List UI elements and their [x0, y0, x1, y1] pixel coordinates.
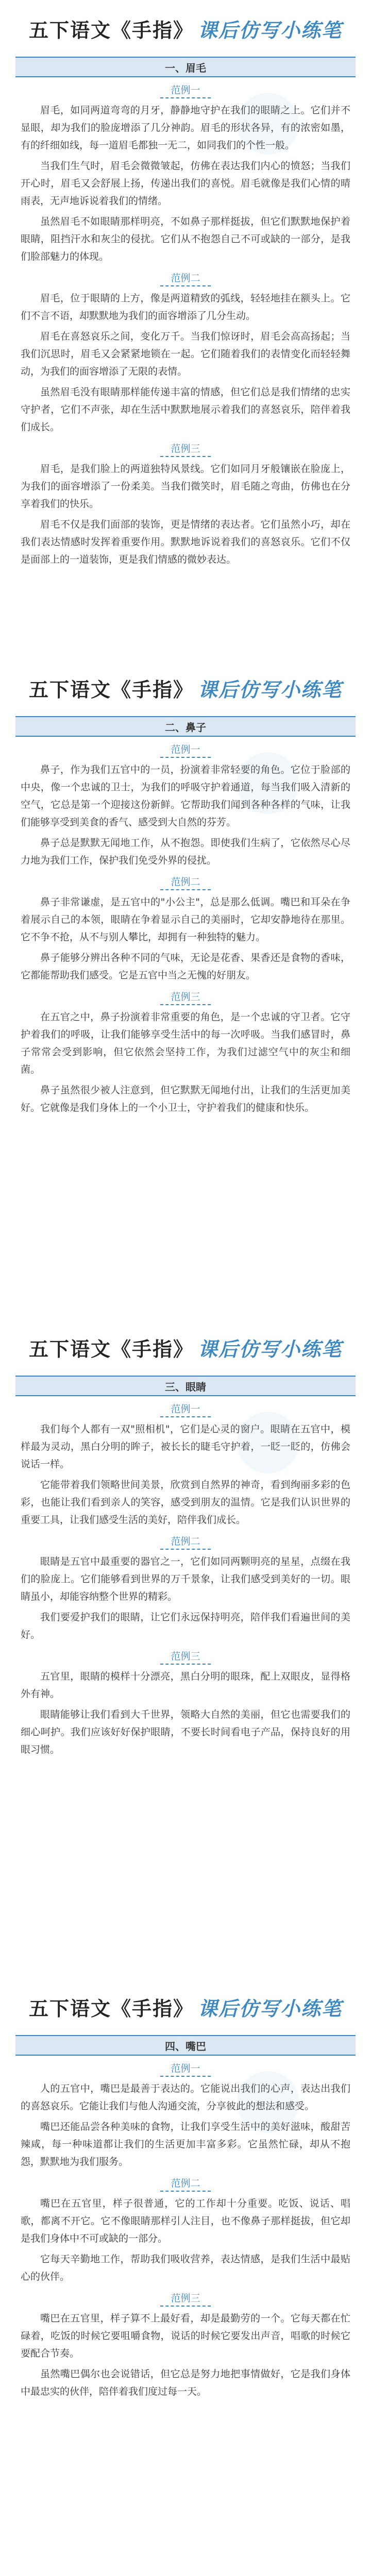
example-label: 范例三	[160, 2291, 210, 2307]
category-bar	[15, 57, 356, 77]
category-label: 二、鼻子	[165, 721, 206, 734]
example-label: 范例三	[160, 441, 210, 457]
section-title	[0, 1319, 371, 1376]
title-subtitle: 课后仿写小练笔	[198, 1337, 343, 1361]
worksheet-section	[0, 659, 371, 1120]
example-paragraph: 虽然眉毛没有眼睛那样能传递丰富的情感，但它们总是我们情绪的忠实守护者，它们不声张，却在生活中默默地展示着我们的喜怒哀乐，陪伴着我们成长。	[21, 386, 350, 433]
example-paragraph: 鼻子，作为我们五官中的一员，扮演着非常轻要的角色。它位于脸部的中央，像一个忠诚的卫士，为我们的呼吸守护着通道，每当我们吸入清新的空气，它总是第一个迎接这份新鲜。它帮助我们闻到各种各样的气味，让我们能够享受到美食的香气、感受到大自然的芬芳。	[21, 764, 350, 828]
example-paragraph: 鼻子非常谦虚，是五官中的"小公主"，总是那么低调。嘴巴和耳朵在争着展示自己的本领，眼睛在争着显示自己的美丽时，它却安静地待在那里。它不争不抢，从不与别人攀比，却拥有一种独特的魅力。	[21, 896, 350, 943]
title-main: 五下语文《手指》	[28, 1996, 194, 2020]
section-title	[0, 1978, 371, 2035]
example-label: 范例一	[160, 82, 210, 98]
example-paragraph: 我们要爱护我们的眼睛，让它们永远保持明亮，陪伴我们看遍世间的美好。	[21, 1612, 350, 1640]
title-main: 五下语文《手指》	[28, 1337, 194, 1361]
category-label: 三、眼睛	[165, 1380, 206, 1393]
example-paragraph: 眼睛是五官中最重要的器官之一，它们如同两颗明亮的星星，点缀在我们的脸庞上。它们能够看到世界的万千景象，让我们感受到美好的一切。眼睛虽小，却能容纳整个世界的精彩。	[21, 1556, 350, 1602]
example-label-row	[0, 2061, 371, 2077]
title-subtitle: 课后仿写小练笔	[198, 677, 343, 701]
category-bar	[15, 716, 356, 737]
example-label-row	[0, 2291, 371, 2307]
category-label: 一、眉毛	[165, 61, 206, 74]
example-label-row	[0, 874, 371, 890]
example-paragraph: 鼻子能够分辨出各种不同的气味，无论是花香、果香还是食物的香味，它都能帮助我们感受。它是五官中当之无愧的好朋友。	[21, 952, 350, 981]
example-paragraph: 它每天辛勤地工作，帮助我们吸收营养，表达情感，是我们生活中最贴心的伙伴。	[21, 2253, 350, 2282]
category-bar	[15, 1376, 356, 1396]
example-label-row	[0, 2176, 371, 2192]
example-label-row	[0, 441, 371, 457]
example-paragraph: 眉毛不仅是我们面部的装饰，更是情绪的表达者。它们虽然小巧，却在我们表达情感时发挥着重要作用。默默地诉说着我们的喜怒哀乐。它们不仅是面部上的一道装饰，更是我们情感的微妙表达。	[21, 519, 350, 565]
section-title	[0, 659, 371, 716]
category-label: 四、嘴巴	[165, 2040, 206, 2053]
example-label: 范例一	[160, 2061, 210, 2077]
example-label-row	[0, 1401, 371, 1417]
example-paragraph: 它能带着我们领略世间美景，欣赏到自然界的神奇，看到绚丽多彩的色彩，也能让我们看到亲人的笑容，感受到朋友的温情。它是我们认识世界的重要工具，让我们感受生活的美好，陪伴我们成长。	[21, 1479, 350, 1526]
example-paragraph: 嘴巴还能品尝各种美味的食物，让我们享受生活中的美好滋味，酸甜苦辣咸，每一种味道都让我们的生活更加丰富多彩。它虽然忙碌，却从不抱怨，默默地为我们服务。	[21, 2121, 350, 2167]
example-paragraph: 眉毛在喜怒哀乐之间，变化万千。当我们惊讶时，眉毛会高高扬起；当我们沉思时，眉毛又会紧紧地锁在一起。它们随着我们的表情变化而轻轻舞动，为我们的面容增添了无限的表情。	[21, 331, 350, 377]
worksheet-section	[0, 1319, 371, 1761]
example-paragraph: 眼睛能够让我们看到大千世界，领略大自然的美丽，但它也需要我们的细心呵护。我们应该好好保护眼睛，不要长时间看电子产品，保持良好的用眼习惯。	[21, 1709, 350, 1755]
example-label-row	[0, 742, 371, 758]
example-paragraph: 五官里，眼睛的模样十分漂亮，黑白分明的眼珠，配上双眼皮，显得格外有神。	[21, 1671, 350, 1700]
example-paragraph: 嘴巴在五官里，样子很普通，它的工作却十分重要。吃饭、说话、唱歌，都离不开它。它不像眼睛那样引人注目，也不像鼻子那样挺拔，但它却是我们身体中不可或缺的一部分。	[21, 2198, 350, 2244]
example-label: 范例三	[160, 989, 210, 1005]
watermark-seal	[237, 93, 299, 155]
example-paragraph: 人的五官中，嘴巴是最善于表达的。它能说出我们的心声，表达出我们的喜怒哀乐。它能让我们与他人沟通交流，分享彼此的想法和感受。	[21, 2083, 350, 2112]
watermark-seal	[237, 1412, 299, 1473]
example-label-row	[0, 1649, 371, 1665]
example-paragraph: 虽然眉毛不如眼睛那样明亮，不如鼻子那样挺拔，但它们默默地保护着眼睛，阻挡汗水和灰尘的侵扰。它们从不抱怨自己不可或缺的一部分，是我们脸部魅力的体现。	[21, 216, 350, 262]
example-label-row	[0, 270, 371, 286]
example-label-row	[0, 1534, 371, 1550]
example-paragraph: 眉毛，是我们脸上的两道独特风景线。它们如同月牙般镶嵌在脸庞上，为我们的面容增添了一份柔美。当我们微笑时，眉毛随之弯曲，仿佛也在分享着我们的快乐。	[21, 463, 350, 510]
example-paragraph: 嘴巴在五官里，样子算不上最好看，却是最勤劳的一个。它每天都在忙碌着，吃饭的时候它要咀嚼食物，说话的时候它要发出声音，唱歌的时候它要配合节奏。	[21, 2313, 350, 2359]
watermark-seal	[237, 752, 299, 814]
example-paragraph: 虽然嘴巴偶尔也会说错话，但它总是努力地把事情做好，它是我们身体中最忠实的伙伴，陪伴着我们度过每一天。	[21, 2368, 350, 2397]
example-label-row	[0, 989, 371, 1005]
example-paragraph: 我们每个人都有一双"照相机"，它们是心灵的窗户。眼睛在五官中，模样最为灵动，黑白分明的眸子，被长长的睫毛守护着，一眨一眨的，仿佛会说话一样。	[21, 1423, 350, 1470]
example-paragraph: 当我们生气时，眉毛会微微皱起，仿佛在表达我们内心的愤怒；当我们开心时，眉毛又会舒展上扬，传递出我们的喜悦。眉毛就像是我们心情的晴雨表，无声地诉说着我们的情绪。	[21, 160, 350, 207]
section-title	[0, 0, 371, 57]
example-label: 范例一	[160, 742, 210, 758]
example-label: 范例三	[160, 1649, 210, 1665]
example-paragraph: 眉毛，如同两道弯弯的月牙，静静地守护在我们的眼睛之上。它们并不显眼，却为我们的脸庞增添了几分神韵。眉毛的形状各异，有的浓密如墨，有的纤细如线，每一道眉毛都独一无二，如同我们的个性一般。	[21, 105, 350, 151]
title-main: 五下语文《手指》	[28, 677, 194, 701]
watermark-seal	[237, 2071, 299, 2133]
example-label: 范例二	[160, 270, 210, 286]
category-bar	[15, 2035, 356, 2056]
title-subtitle: 课后仿写小练笔	[198, 1996, 343, 2020]
worksheet-section	[0, 0, 371, 571]
example-label: 范例二	[160, 2176, 210, 2192]
example-label-row	[0, 82, 371, 98]
worksheet-section	[0, 1978, 371, 2403]
example-paragraph: 鼻子虽然很少被人注意到，但它默默无闻地付出，让我们的生活更加美好。它就像是我们身体上的一个小卫士，守护着我们的健康和快乐。	[21, 1084, 350, 1113]
example-paragraph: 鼻子总是默默无闻地工作，从不抱怨。即使我们生病了，它依然尽心尽力地为我们工作，保护我们免受外界的侵扰。	[21, 837, 350, 866]
example-label: 范例二	[160, 1534, 210, 1550]
title-main: 五下语文《手指》	[28, 18, 194, 42]
example-paragraph: 眉毛，位于眼睛的上方，像是两道精致的弧线，轻轻地挂在额头上。它们不言不语，却默默地为我们的面容增添了几分生动。	[21, 293, 350, 321]
example-label: 范例一	[160, 1401, 210, 1417]
example-paragraph: 在五官之中，鼻子扮演着非常重要的角色，是一个忠诚的守卫者。它守护着我们的呼吸，让我们能够享受生活中的每一次呼吸。当我们感冒时，鼻子常常会受到影响，但它依然会坚持工作，为我们过滤空气中的灰尘和细菌。	[21, 1011, 350, 1075]
title-subtitle: 课后仿写小练笔	[198, 18, 343, 42]
example-label: 范例二	[160, 874, 210, 890]
